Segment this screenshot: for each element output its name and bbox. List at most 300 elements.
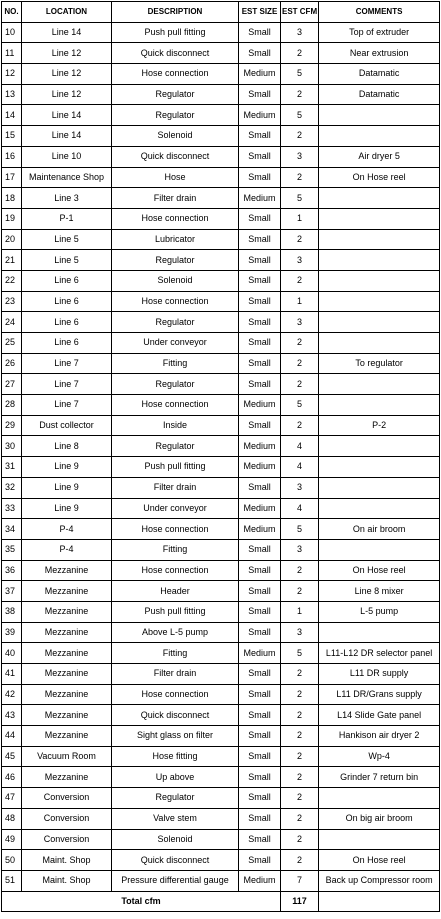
cell-comments: [319, 436, 440, 457]
cell-comments: [319, 312, 440, 333]
cell-comments: [319, 395, 440, 416]
cell-est-cfm: 3: [281, 22, 319, 43]
cell-no: 49: [2, 829, 22, 850]
cell-description: Hose connection: [112, 395, 239, 416]
cell-location: Dust collector: [22, 415, 112, 436]
cell-no: 13: [2, 84, 22, 105]
table-row: [2, 643, 440, 664]
cell-location: Line 14: [22, 22, 112, 43]
cell-no: 36: [2, 560, 22, 581]
cell-location: Line 9: [22, 457, 112, 478]
table-row: [2, 64, 440, 85]
table-row: [2, 312, 440, 333]
table-row: [2, 374, 440, 395]
cell-no: 30: [2, 436, 22, 457]
cell-est-cfm: 2: [281, 850, 319, 871]
cell-est-cfm: 2: [281, 767, 319, 788]
cell-no: 47: [2, 788, 22, 809]
header-comments: COMMENTS: [319, 2, 440, 23]
cell-est-cfm: 2: [281, 229, 319, 250]
cell-est-size: Medium: [239, 457, 281, 478]
table-row: [2, 208, 440, 229]
cell-description: Regulator: [112, 312, 239, 333]
cell-comments: L14 Slide Gate panel: [319, 705, 440, 726]
total-value: 117: [281, 891, 319, 912]
cell-est-size: Small: [239, 250, 281, 271]
cell-location: Mezzanine: [22, 643, 112, 664]
cell-location: Line 12: [22, 64, 112, 85]
cell-est-size: Small: [239, 581, 281, 602]
cell-location: Vacuum Room: [22, 746, 112, 767]
header-description: DESCRIPTION: [112, 2, 239, 23]
cell-no: 51: [2, 870, 22, 891]
total-comments-empty: [319, 891, 440, 912]
cell-est-cfm: 5: [281, 643, 319, 664]
cell-comments: Line 8 mixer: [319, 581, 440, 602]
cell-description: Hose connection: [112, 64, 239, 85]
cell-no: 24: [2, 312, 22, 333]
cell-description: Sight glass on filter: [112, 726, 239, 747]
cell-est-cfm: 1: [281, 208, 319, 229]
cell-description: Hose connection: [112, 560, 239, 581]
cell-est-cfm: 3: [281, 539, 319, 560]
cell-location: Mezzanine: [22, 664, 112, 685]
cell-no: 32: [2, 477, 22, 498]
cell-location: Line 6: [22, 312, 112, 333]
cell-comments: L11 DR supply: [319, 664, 440, 685]
cell-comments: Datamatic: [319, 84, 440, 105]
cell-location: Line 5: [22, 250, 112, 271]
cell-est-size: Small: [239, 22, 281, 43]
cell-no: 34: [2, 519, 22, 540]
cell-est-cfm: 4: [281, 436, 319, 457]
table-row: [2, 705, 440, 726]
table-row: [2, 457, 440, 478]
cell-no: 14: [2, 105, 22, 126]
cell-location: P-4: [22, 539, 112, 560]
cell-est-size: Small: [239, 146, 281, 167]
table-row: [2, 767, 440, 788]
cell-est-size: Small: [239, 353, 281, 374]
cell-est-size: Small: [239, 477, 281, 498]
cell-description: Quick disconnect: [112, 705, 239, 726]
cell-description: Filter drain: [112, 477, 239, 498]
cell-est-size: Small: [239, 601, 281, 622]
cell-est-size: Small: [239, 726, 281, 747]
cell-est-size: Small: [239, 415, 281, 436]
cell-no: 15: [2, 126, 22, 147]
cell-est-cfm: 5: [281, 519, 319, 540]
cell-no: 43: [2, 705, 22, 726]
cell-est-size: Medium: [239, 395, 281, 416]
table-row: [2, 539, 440, 560]
cell-est-cfm: 2: [281, 560, 319, 581]
cell-est-size: Small: [239, 788, 281, 809]
cell-est-cfm: 3: [281, 477, 319, 498]
cell-est-size: Medium: [239, 64, 281, 85]
cell-est-size: Small: [239, 829, 281, 850]
cell-comments: To regulator: [319, 353, 440, 374]
cell-comments: [319, 539, 440, 560]
cell-comments: [319, 270, 440, 291]
cell-description: Up above: [112, 767, 239, 788]
cell-location: Line 8: [22, 436, 112, 457]
cell-comments: [319, 250, 440, 271]
cell-est-cfm: 3: [281, 622, 319, 643]
cell-est-cfm: 2: [281, 684, 319, 705]
cell-est-size: Medium: [239, 436, 281, 457]
cell-est-size: Medium: [239, 188, 281, 209]
cell-location: Line 6: [22, 291, 112, 312]
cell-location: Mezzanine: [22, 622, 112, 643]
cell-est-size: Medium: [239, 870, 281, 891]
cell-comments: On big air broom: [319, 808, 440, 829]
cell-location: Mezzanine: [22, 560, 112, 581]
cell-no: 50: [2, 850, 22, 871]
cell-no: 20: [2, 229, 22, 250]
cell-description: Regulator: [112, 374, 239, 395]
cell-comments: P-2: [319, 415, 440, 436]
cell-est-cfm: 2: [281, 333, 319, 354]
cell-comments: [319, 229, 440, 250]
cell-location: Maint. Shop: [22, 870, 112, 891]
cell-comments: Top of extruder: [319, 22, 440, 43]
cell-description: Hose fitting: [112, 746, 239, 767]
cell-no: 39: [2, 622, 22, 643]
header-location: LOCATION: [22, 2, 112, 23]
table-row: [2, 167, 440, 188]
cell-est-cfm: 5: [281, 105, 319, 126]
table-row: [2, 788, 440, 809]
cell-location: Mezzanine: [22, 705, 112, 726]
cell-comments: [319, 622, 440, 643]
cell-no: 33: [2, 498, 22, 519]
cell-est-cfm: 2: [281, 664, 319, 685]
leak-table-container: [1, 1, 440, 912]
table-row: [2, 105, 440, 126]
cell-description: Regulator: [112, 436, 239, 457]
table-row: [2, 353, 440, 374]
cell-est-cfm: 1: [281, 291, 319, 312]
cell-comments: On air broom: [319, 519, 440, 540]
cell-description: Hose: [112, 167, 239, 188]
cell-comments: [319, 829, 440, 850]
cell-est-size: Small: [239, 746, 281, 767]
cell-description: Fitting: [112, 539, 239, 560]
cell-no: 16: [2, 146, 22, 167]
cell-location: P-1: [22, 208, 112, 229]
cell-no: 46: [2, 767, 22, 788]
total-label: Total cfm: [2, 891, 281, 912]
table-body: [2, 22, 440, 891]
cell-description: Push pull fitting: [112, 601, 239, 622]
cell-comments: Near extrusion: [319, 43, 440, 64]
header-row: [2, 2, 440, 23]
table-row: [2, 22, 440, 43]
cell-location: Mezzanine: [22, 684, 112, 705]
cell-est-cfm: 4: [281, 457, 319, 478]
cell-est-cfm: 2: [281, 808, 319, 829]
cell-no: 17: [2, 167, 22, 188]
cell-location: Line 10: [22, 146, 112, 167]
table-row: [2, 270, 440, 291]
cell-location: Line 12: [22, 84, 112, 105]
table-row: [2, 395, 440, 416]
header-est-size: EST SIZE: [239, 2, 281, 23]
cell-est-size: Small: [239, 270, 281, 291]
table-row: [2, 415, 440, 436]
table-row: [2, 560, 440, 581]
cell-no: 44: [2, 726, 22, 747]
cell-no: 19: [2, 208, 22, 229]
cell-comments: [319, 188, 440, 209]
cell-description: Push pull fitting: [112, 457, 239, 478]
table-row: [2, 126, 440, 147]
cell-description: Regulator: [112, 788, 239, 809]
cell-description: Inside: [112, 415, 239, 436]
cell-location: Line 9: [22, 498, 112, 519]
cell-location: Maint. Shop: [22, 850, 112, 871]
cell-no: 42: [2, 684, 22, 705]
cell-est-cfm: 2: [281, 415, 319, 436]
cell-location: Line 9: [22, 477, 112, 498]
cell-est-size: Small: [239, 664, 281, 685]
cell-est-size: Medium: [239, 498, 281, 519]
cell-est-size: Small: [239, 84, 281, 105]
cell-est-cfm: 2: [281, 581, 319, 602]
cell-comments: [319, 126, 440, 147]
cell-comments: On Hose reel: [319, 850, 440, 871]
cell-est-cfm: 5: [281, 395, 319, 416]
cell-location: Line 5: [22, 229, 112, 250]
cell-location: Mezzanine: [22, 726, 112, 747]
cell-description: Pressure differential gauge: [112, 870, 239, 891]
cell-est-cfm: 2: [281, 353, 319, 374]
cell-comments: Grinder 7 return bin: [319, 767, 440, 788]
table-row: [2, 477, 440, 498]
table-row: [2, 333, 440, 354]
cell-no: 18: [2, 188, 22, 209]
header-no: NO.: [2, 2, 22, 23]
cell-est-cfm: 2: [281, 126, 319, 147]
cell-comments: Air dryer 5: [319, 146, 440, 167]
cell-description: Valve stem: [112, 808, 239, 829]
table-row: [2, 746, 440, 767]
cell-description: Filter drain: [112, 664, 239, 685]
table-row: [2, 188, 440, 209]
cell-description: Above L-5 pump: [112, 622, 239, 643]
cell-description: Under conveyor: [112, 498, 239, 519]
cell-comments: [319, 457, 440, 478]
cell-comments: [319, 788, 440, 809]
cell-location: Conversion: [22, 808, 112, 829]
cell-est-size: Small: [239, 684, 281, 705]
cell-comments: [319, 333, 440, 354]
cell-location: Line 6: [22, 333, 112, 354]
cell-description: Quick disconnect: [112, 43, 239, 64]
cell-description: Under conveyor: [112, 333, 239, 354]
cell-comments: L-5 pump: [319, 601, 440, 622]
cell-est-cfm: 3: [281, 250, 319, 271]
cell-est-size: Medium: [239, 643, 281, 664]
cell-est-size: Small: [239, 705, 281, 726]
cell-no: 28: [2, 395, 22, 416]
cell-no: 21: [2, 250, 22, 271]
cell-description: Quick disconnect: [112, 850, 239, 871]
cell-location: Maintenance Shop: [22, 167, 112, 188]
table-row: [2, 229, 440, 250]
cell-location: Line 3: [22, 188, 112, 209]
cell-comments: [319, 498, 440, 519]
cell-comments: L11-L12 DR selector panel: [319, 643, 440, 664]
table-row: [2, 146, 440, 167]
leak-survey-table: [1, 1, 440, 912]
cell-est-size: Small: [239, 208, 281, 229]
table-row: [2, 436, 440, 457]
cell-est-size: Small: [239, 167, 281, 188]
table-row: [2, 684, 440, 705]
cell-description: Lubricator: [112, 229, 239, 250]
cell-est-cfm: 2: [281, 746, 319, 767]
cell-description: Solenoid: [112, 126, 239, 147]
cell-location: Conversion: [22, 788, 112, 809]
cell-location: Line 12: [22, 43, 112, 64]
cell-est-cfm: 3: [281, 312, 319, 333]
cell-description: Fitting: [112, 643, 239, 664]
cell-location: Line 14: [22, 126, 112, 147]
table-row: [2, 250, 440, 271]
cell-est-cfm: 3: [281, 146, 319, 167]
table-row: [2, 870, 440, 891]
cell-comments: [319, 208, 440, 229]
cell-est-cfm: 5: [281, 64, 319, 85]
cell-description: Filter drain: [112, 188, 239, 209]
cell-location: Mezzanine: [22, 581, 112, 602]
cell-comments: [319, 477, 440, 498]
cell-comments: [319, 374, 440, 395]
cell-est-cfm: 2: [281, 84, 319, 105]
cell-est-size: Small: [239, 808, 281, 829]
cell-est-size: Small: [239, 560, 281, 581]
cell-description: Regulator: [112, 105, 239, 126]
cell-location: Line 7: [22, 374, 112, 395]
cell-est-size: Small: [239, 229, 281, 250]
cell-est-size: Medium: [239, 105, 281, 126]
cell-est-cfm: 2: [281, 829, 319, 850]
cell-location: Line 6: [22, 270, 112, 291]
cell-description: Regulator: [112, 250, 239, 271]
cell-comments: Datamatic: [319, 64, 440, 85]
table-row: [2, 850, 440, 871]
cell-est-cfm: 5: [281, 188, 319, 209]
cell-est-cfm: 2: [281, 788, 319, 809]
cell-est-cfm: 2: [281, 374, 319, 395]
table-row: [2, 726, 440, 747]
cell-location: Line 7: [22, 395, 112, 416]
cell-comments: L11 DR/Grans supply: [319, 684, 440, 705]
table-row: [2, 84, 440, 105]
cell-est-cfm: 4: [281, 498, 319, 519]
cell-description: Hose connection: [112, 684, 239, 705]
cell-comments: [319, 105, 440, 126]
cell-no: 41: [2, 664, 22, 685]
table-row: [2, 581, 440, 602]
cell-location: Mezzanine: [22, 767, 112, 788]
cell-location: Line 14: [22, 105, 112, 126]
cell-location: Mezzanine: [22, 601, 112, 622]
cell-location: Line 7: [22, 353, 112, 374]
cell-description: Push pull fitting: [112, 22, 239, 43]
cell-no: 11: [2, 43, 22, 64]
cell-est-cfm: 2: [281, 705, 319, 726]
table-row: [2, 519, 440, 540]
table-row: [2, 664, 440, 685]
cell-no: 40: [2, 643, 22, 664]
cell-est-cfm: 2: [281, 43, 319, 64]
cell-no: 37: [2, 581, 22, 602]
cell-no: 45: [2, 746, 22, 767]
cell-comments: Hankison air dryer 2: [319, 726, 440, 747]
cell-comments: On Hose reel: [319, 167, 440, 188]
cell-est-size: Small: [239, 767, 281, 788]
cell-description: Regulator: [112, 84, 239, 105]
cell-est-cfm: 2: [281, 270, 319, 291]
cell-est-size: Small: [239, 126, 281, 147]
cell-est-cfm: 2: [281, 726, 319, 747]
cell-location: P-4: [22, 519, 112, 540]
cell-location: Conversion: [22, 829, 112, 850]
cell-description: Quick disconnect: [112, 146, 239, 167]
cell-est-size: Small: [239, 333, 281, 354]
cell-no: 10: [2, 22, 22, 43]
table-row: [2, 622, 440, 643]
cell-no: 29: [2, 415, 22, 436]
cell-no: 27: [2, 374, 22, 395]
table-row: [2, 829, 440, 850]
cell-est-size: Small: [239, 291, 281, 312]
cell-no: 48: [2, 808, 22, 829]
cell-comments: Wp-4: [319, 746, 440, 767]
cell-est-size: Small: [239, 850, 281, 871]
cell-no: 26: [2, 353, 22, 374]
cell-description: Hose connection: [112, 291, 239, 312]
table-row: [2, 43, 440, 64]
table-row: [2, 291, 440, 312]
cell-no: 35: [2, 539, 22, 560]
cell-no: 31: [2, 457, 22, 478]
cell-no: 25: [2, 333, 22, 354]
cell-est-size: Medium: [239, 519, 281, 540]
cell-est-cfm: 2: [281, 167, 319, 188]
table-row: [2, 498, 440, 519]
cell-description: Hose connection: [112, 519, 239, 540]
cell-no: 12: [2, 64, 22, 85]
cell-comments: [319, 291, 440, 312]
cell-description: Solenoid: [112, 829, 239, 850]
cell-comments: On Hose reel: [319, 560, 440, 581]
cell-no: 22: [2, 270, 22, 291]
cell-no: 38: [2, 601, 22, 622]
cell-comments: Back up Compressor room: [319, 870, 440, 891]
cell-est-size: Small: [239, 312, 281, 333]
cell-description: Fitting: [112, 353, 239, 374]
cell-est-size: Small: [239, 43, 281, 64]
header-est-cfm: EST CFM: [281, 2, 319, 23]
cell-description: Hose connection: [112, 208, 239, 229]
table-row: [2, 808, 440, 829]
cell-est-cfm: 1: [281, 601, 319, 622]
cell-est-size: Small: [239, 539, 281, 560]
